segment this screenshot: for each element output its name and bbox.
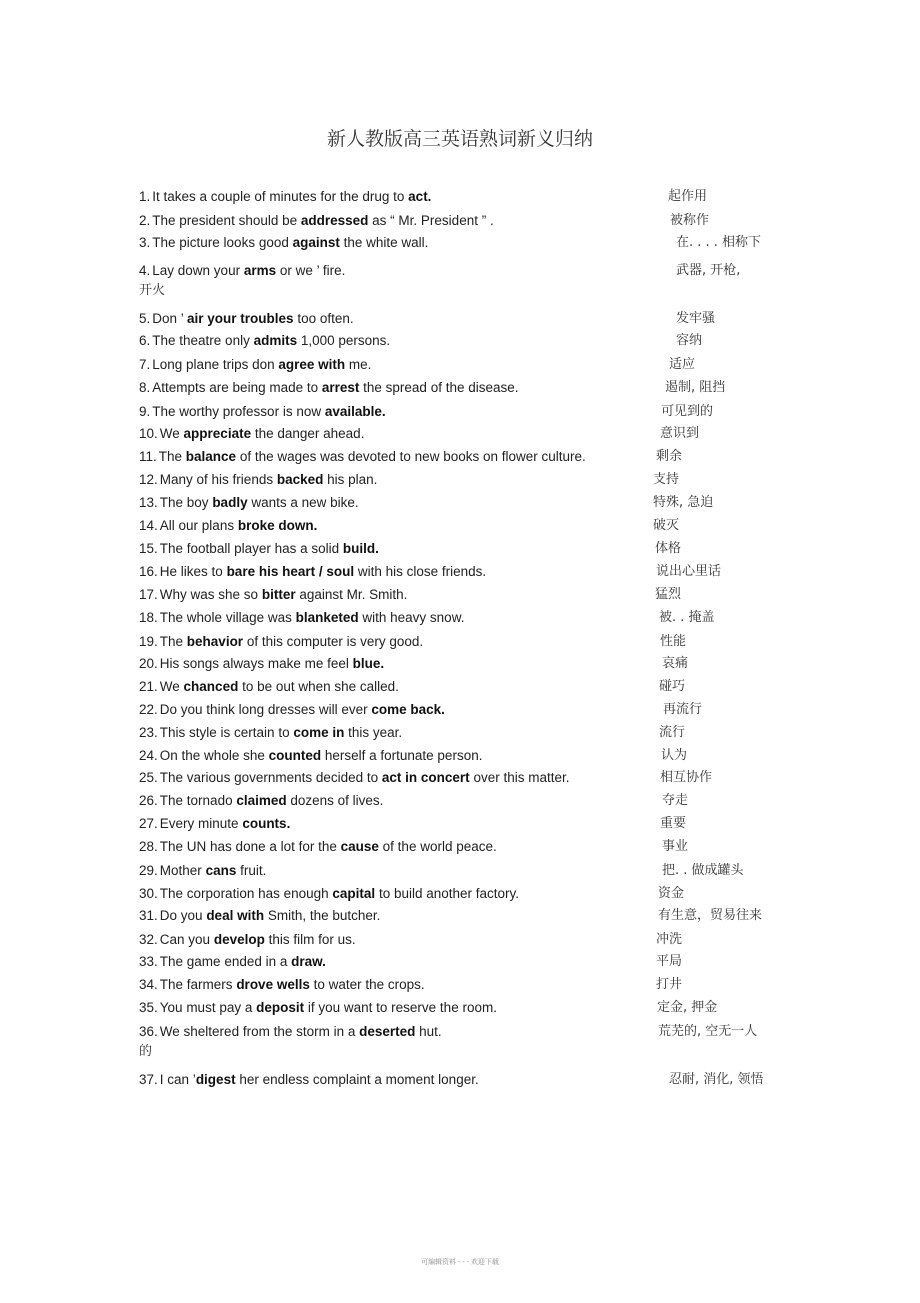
chinese-meaning: 重要 xyxy=(660,816,687,831)
chinese-meaning: 资金 xyxy=(658,886,685,901)
sentence-text: You must pay a xyxy=(159,1000,257,1015)
chinese-meaning: 平局 xyxy=(656,954,683,969)
english-sentence xyxy=(139,540,379,558)
sentence-text: her endless complaint a moment longer. xyxy=(235,1072,479,1087)
sentence-text: as “ Mr. President ” . xyxy=(368,213,494,228)
sentence-text: fruit. xyxy=(236,863,267,878)
english-sentence xyxy=(139,838,497,856)
item-number: 29. xyxy=(139,863,158,878)
sentence-text: We sheltered from the storm in a xyxy=(159,1024,360,1039)
item-number: 30. xyxy=(139,886,158,901)
sentence-text: 1,000 persons. xyxy=(297,333,391,348)
chinese-meaning: 打井 xyxy=(656,977,683,992)
key-phrase: counts. xyxy=(242,816,291,831)
sentence-text: this year. xyxy=(344,725,403,740)
item-number: 3. xyxy=(139,235,151,250)
english-sentence xyxy=(139,792,383,810)
chinese-meaning: 性能 xyxy=(660,634,687,649)
item-number: 11. xyxy=(139,449,157,464)
english-sentence xyxy=(139,885,519,903)
sentence-text: The worthy professor is now xyxy=(152,404,325,419)
sentence-text: The picture looks good xyxy=(152,235,293,250)
key-phrase: chanced xyxy=(183,679,239,694)
english-sentence xyxy=(139,769,569,787)
key-phrase: come in xyxy=(293,725,345,740)
sentence-text: if you want to reserve the room. xyxy=(304,1000,497,1015)
chinese-meaning: 发牢骚 xyxy=(676,311,716,326)
key-phrase: develop xyxy=(213,932,265,947)
sentence-text: Do you xyxy=(159,908,207,923)
chinese-meaning: 适应 xyxy=(669,357,696,372)
sentence-text: All our plans xyxy=(159,518,238,533)
item-number: 17. xyxy=(139,587,158,602)
sentence-text: Do you think long dresses will ever xyxy=(159,702,372,717)
sentence-text: We xyxy=(159,426,184,441)
chinese-meaning: 忍耐, 消化, 领悟 xyxy=(669,1072,764,1087)
sentence-text: Smith, the butcher. xyxy=(264,908,381,923)
sentence-text: to water the crops. xyxy=(309,977,425,992)
english-sentence xyxy=(139,262,345,280)
english-sentence xyxy=(139,563,486,581)
chinese-meaning: 猛烈 xyxy=(655,587,682,602)
english-sentence xyxy=(139,609,464,627)
key-phrase: build. xyxy=(342,541,379,556)
key-phrase: arrest xyxy=(321,380,360,395)
item-number: 8. xyxy=(139,380,151,395)
key-phrase: badly xyxy=(212,495,248,510)
footer-text: 可编辑资料 - - - 欢迎下载 xyxy=(421,1259,499,1266)
chinese-meaning: 被. . 掩盖 xyxy=(659,610,715,625)
chinese-meaning: 被称作 xyxy=(670,213,710,228)
english-sentence xyxy=(139,953,326,971)
sentence-text: The football player has a solid xyxy=(159,541,343,556)
sentence-text: dozens of lives. xyxy=(286,793,384,808)
key-phrase: against xyxy=(292,235,340,250)
item-number: 33. xyxy=(139,954,158,969)
sentence-text: The tornado xyxy=(159,793,237,808)
key-phrase: deposit xyxy=(256,1000,305,1015)
english-sentence xyxy=(139,448,586,466)
chinese-meaning: 碰巧 xyxy=(659,679,686,694)
chinese-meaning: 认为 xyxy=(661,748,688,763)
sentence-text: His songs always make me feel xyxy=(159,656,353,671)
key-phrase: broke down. xyxy=(237,518,318,533)
english-sentence xyxy=(139,188,431,206)
sentence-text: with his close friends. xyxy=(354,564,487,579)
chinese-meaning: 冲洗 xyxy=(656,932,683,947)
item-number: 7. xyxy=(139,357,151,372)
english-sentence xyxy=(139,999,497,1017)
item-number: 19. xyxy=(139,634,158,649)
sentence-text: This style is certain to xyxy=(159,725,294,740)
english-sentence xyxy=(139,379,519,397)
english-sentence xyxy=(139,747,482,765)
chinese-meaning-wrap: 开火 xyxy=(139,283,166,298)
sentence-text: herself a fortunate person. xyxy=(321,748,483,763)
chinese-meaning: 把. . 做成罐头 xyxy=(662,863,744,878)
english-sentence xyxy=(139,815,290,833)
english-sentence xyxy=(139,701,445,719)
item-number: 10. xyxy=(139,426,158,441)
sentence-text: Long plane trips don xyxy=(152,357,279,372)
sentence-text: It takes a couple of minutes for the drug to xyxy=(152,189,409,204)
key-phrase: bare his heart / soul xyxy=(226,564,355,579)
key-phrase: blanketed xyxy=(295,610,359,625)
key-phrase: behavior xyxy=(186,634,244,649)
chinese-meaning: 有生意，贸易往来 xyxy=(658,908,763,923)
sentence-text: this film for us. xyxy=(264,932,356,947)
chinese-meaning: 破灭 xyxy=(653,518,680,533)
page-title: 新人教版高三英语熟词新义归纳 xyxy=(326,128,593,150)
key-phrase: drove wells xyxy=(236,977,310,992)
item-number: 6. xyxy=(139,333,151,348)
sentence-text: his plan. xyxy=(323,472,378,487)
key-phrase: blue. xyxy=(352,656,385,671)
sentence-text: He likes to xyxy=(159,564,227,579)
chinese-meaning: 相互协作 xyxy=(660,770,713,785)
item-number: 12. xyxy=(139,472,158,487)
english-sentence xyxy=(139,633,423,651)
item-number: 2. xyxy=(139,213,151,228)
item-number: 28. xyxy=(139,839,158,854)
chinese-meaning: 再流行 xyxy=(663,702,703,717)
english-sentence xyxy=(139,332,390,350)
chinese-meaning: 荒芜的, 空无一人 xyxy=(658,1024,758,1039)
item-number: 35. xyxy=(139,1000,158,1015)
sentence-text: Every minute xyxy=(159,816,243,831)
sentence-text: wants a new bike. xyxy=(247,495,359,510)
chinese-meaning: 在. . . . 相称下 xyxy=(676,235,762,250)
chinese-meaning: 意识到 xyxy=(660,426,700,441)
sentence-text: the spread of the disease. xyxy=(359,380,519,395)
chinese-meaning: 起作用 xyxy=(668,189,708,204)
key-phrase: deserted xyxy=(359,1024,416,1039)
sentence-text: The farmers xyxy=(159,977,237,992)
english-sentence xyxy=(139,907,380,925)
chinese-meaning: 体格 xyxy=(655,541,682,556)
key-phrase: balance xyxy=(185,449,237,464)
sentence-text: the white wall. xyxy=(339,235,429,250)
key-phrase: act in concert xyxy=(381,770,470,785)
key-phrase: admits xyxy=(253,333,298,348)
key-phrase: digest xyxy=(195,1072,236,1087)
key-phrase: bitter xyxy=(261,587,296,602)
key-phrase: come back. xyxy=(371,702,445,717)
english-sentence xyxy=(139,356,371,374)
sentence-text: The corporation has enough xyxy=(159,886,333,901)
item-number: 22. xyxy=(139,702,158,717)
english-sentence xyxy=(139,517,317,535)
sentence-text: Attempts are being made to xyxy=(152,380,322,395)
item-number: 37. xyxy=(139,1072,158,1087)
item-number: 27. xyxy=(139,816,158,831)
item-number: 15. xyxy=(139,541,158,556)
key-phrase: backed xyxy=(276,472,324,487)
key-phrase: air your troubles xyxy=(187,311,294,326)
item-number: 21. xyxy=(139,679,158,694)
item-number: 4. xyxy=(139,263,151,278)
item-number: 13. xyxy=(139,495,158,510)
sentence-text: hut. xyxy=(415,1024,442,1039)
key-phrase: act. xyxy=(408,189,432,204)
sentence-text: with heavy snow. xyxy=(358,610,465,625)
item-number: 24. xyxy=(139,748,158,763)
sentence-text: The xyxy=(158,449,186,464)
chinese-meaning: 流行 xyxy=(659,725,686,740)
chinese-meaning: 可见到的 xyxy=(661,404,714,419)
key-phrase: capital xyxy=(332,886,376,901)
sentence-text: The whole village was xyxy=(159,610,296,625)
chinese-meaning: 特殊, 急迫 xyxy=(653,495,714,510)
sentence-text: too often. xyxy=(293,311,354,326)
chinese-meaning: 哀痛 xyxy=(662,656,689,671)
item-number: 34. xyxy=(139,977,158,992)
english-sentence xyxy=(139,425,364,443)
english-sentence xyxy=(139,724,402,742)
sentence-text: of the world peace. xyxy=(378,839,497,854)
english-sentence xyxy=(139,494,359,512)
sentence-text: I can ’ xyxy=(159,1072,196,1087)
item-number: 26. xyxy=(139,793,158,808)
sentence-text: of this computer is very good. xyxy=(243,634,424,649)
item-number: 20. xyxy=(139,656,158,671)
item-number: 16. xyxy=(139,564,158,579)
item-number: 18. xyxy=(139,610,158,625)
sentence-text: Can you xyxy=(159,932,214,947)
sentence-text: or we ’ fire. xyxy=(276,263,346,278)
item-number: 9. xyxy=(139,404,151,419)
english-sentence xyxy=(139,655,384,673)
chinese-meaning: 遏制, 阻挡 xyxy=(665,380,726,395)
sentence-text: the danger ahead. xyxy=(251,426,365,441)
sentence-text: We xyxy=(159,679,184,694)
key-phrase: cause xyxy=(340,839,379,854)
english-sentence xyxy=(139,1071,479,1089)
english-sentence xyxy=(139,931,356,949)
sentence-text: On the whole she xyxy=(159,748,269,763)
key-phrase: available. xyxy=(324,404,386,419)
english-sentence xyxy=(139,403,386,421)
key-phrase: arms xyxy=(243,263,277,278)
sentence-text: The president should be xyxy=(152,213,301,228)
sentence-text: The boy xyxy=(159,495,213,510)
english-sentence xyxy=(139,471,377,489)
sentence-text: against Mr. Smith. xyxy=(295,587,408,602)
key-phrase: cans xyxy=(205,863,237,878)
sentence-text: The game ended in a xyxy=(159,954,292,969)
key-phrase: appreciate xyxy=(183,426,252,441)
sentence-text: The xyxy=(159,634,187,649)
item-number: 14. xyxy=(139,518,158,533)
key-phrase: addressed xyxy=(300,213,369,228)
item-number: 1. xyxy=(139,189,151,204)
english-sentence xyxy=(139,678,399,696)
english-sentence xyxy=(139,976,425,994)
sentence-text: Many of his friends xyxy=(159,472,277,487)
chinese-meaning: 容纳 xyxy=(676,333,703,348)
key-phrase: agree with xyxy=(278,357,346,372)
chinese-meaning: 剩余 xyxy=(656,449,683,464)
sentence-text: of the wages was devoted to new books on flower culture. xyxy=(236,449,586,464)
item-number: 36. xyxy=(139,1024,158,1039)
sentence-text: Mother xyxy=(159,863,206,878)
sentence-text: The theatre only xyxy=(152,333,254,348)
chinese-meaning: 定金, 押金 xyxy=(657,1000,718,1015)
sentence-text: to build another factory. xyxy=(375,886,520,901)
sentence-text: Don ’ xyxy=(152,311,188,326)
key-phrase: counted xyxy=(268,748,322,763)
item-number: 25. xyxy=(139,770,158,785)
english-sentence xyxy=(139,1023,442,1041)
item-number: 23. xyxy=(139,725,158,740)
chinese-meaning: 事业 xyxy=(662,839,689,854)
item-number: 31. xyxy=(139,908,158,923)
sentence-text: The various governments decided to xyxy=(159,770,382,785)
sentence-text: Lay down your xyxy=(152,263,244,278)
sentence-text: The UN has done a lot for the xyxy=(159,839,341,854)
sentence-text: over this matter. xyxy=(469,770,570,785)
item-number: 5. xyxy=(139,311,151,326)
key-phrase: claimed xyxy=(236,793,287,808)
sentence-text: me. xyxy=(345,357,372,372)
chinese-meaning: 说出心里话 xyxy=(656,564,722,579)
sentence-text: Why was she so xyxy=(159,587,262,602)
english-sentence xyxy=(139,234,428,252)
chinese-meaning: 武器, 开枪, xyxy=(676,263,741,278)
key-phrase: deal with xyxy=(206,908,265,923)
english-sentence xyxy=(139,586,407,604)
chinese-meaning-wrap: 的 xyxy=(139,1044,153,1059)
english-sentence xyxy=(139,212,494,230)
key-phrase: draw. xyxy=(291,954,326,969)
item-number: 32. xyxy=(139,932,158,947)
english-sentence xyxy=(139,310,354,328)
english-sentence xyxy=(139,862,266,880)
chinese-meaning: 支持 xyxy=(653,472,680,487)
sentence-text: to be out when she called. xyxy=(238,679,399,694)
chinese-meaning: 夺走 xyxy=(662,793,689,808)
